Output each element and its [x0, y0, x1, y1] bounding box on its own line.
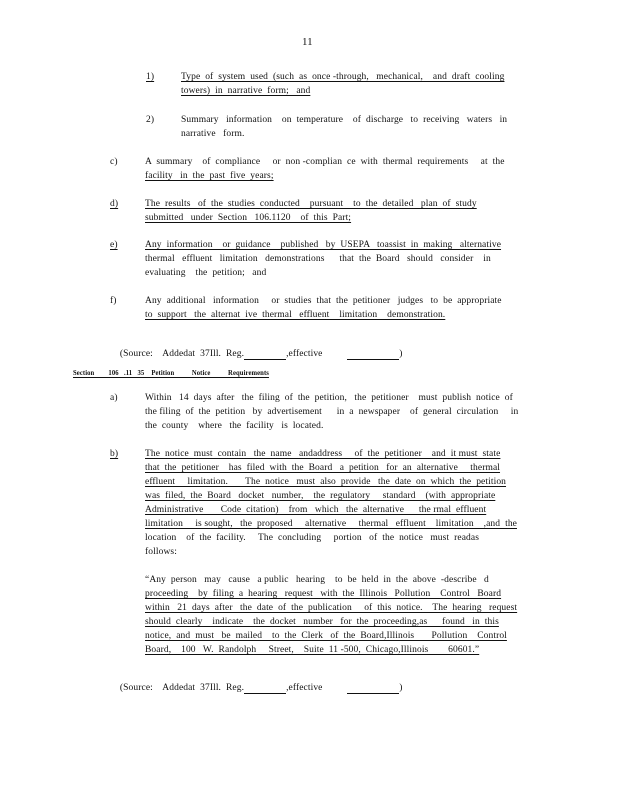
quote-line: within 21 days after the date of the publication of this notice. The hearing request [145, 603, 518, 613]
quote-line: Board, 100 W. Randolph Street, Suite 11 -500, Chicago,Illinois 60601.” [145, 645, 480, 655]
source-text: Addedat 37Ill. Reg. [162, 683, 245, 693]
item-text-line: facility in the past five years; [145, 171, 274, 181]
item-text-line: that the petitioner has filed with the Board a petition for an alternative thermal [145, 463, 501, 473]
effective-label: ,effective [286, 683, 323, 693]
item-text-line: narrative form. [181, 129, 245, 139]
source-close: ) [399, 349, 403, 359]
source-label: (Source: [119, 349, 153, 359]
effective-blank [347, 684, 399, 694]
page-number: 11 [302, 36, 313, 48]
item-text-line: Within 14 days after the filing of the petition, the petitioner must publish notice of [145, 393, 513, 403]
quote-line: “Any person may cause a public hearing to be held in the above -describe d [145, 575, 489, 585]
item-text-line: evaluating the petition; and [145, 268, 267, 278]
item-text-line: the filing of the petition by advertisement in a newspaper of general circulation in [145, 407, 519, 417]
item-label: 2) [146, 115, 155, 125]
item-text-line: to support the alternat ive thermal effluent limitation demonstration. [145, 310, 446, 320]
effective-blank [347, 350, 399, 360]
item-text-line: Summary information on temperature of discharge to receiving waters in [181, 115, 508, 125]
item-text-line: limitation is sought, the proposed alternative thermal effluent limitation ,and the [145, 519, 517, 529]
quote-line: proceeding by filing a hearing request with the Illinois Pollution Control Board [145, 589, 502, 599]
item-text-line: location of the facility. The concluding portion of the notice must readas [145, 533, 480, 543]
item-text-line: Any information or guidance published by USEPA toassist in making alternative [145, 240, 502, 250]
item-label: a) [110, 393, 118, 403]
item-text-line: The notice must contain the name andaddress of the petitioner and it must state [145, 449, 501, 459]
item-label: 1) [146, 72, 155, 82]
item-text-line: submitted under Section 106.1120 of this Part; [145, 213, 352, 223]
source-note [110, 672, 403, 705]
section-heading: Section 106 .11 35 Petition Notice Requirements [73, 369, 269, 377]
item-text-line: A summary of compliance or non -complian ce with thermal requirements at the [145, 157, 505, 167]
item-text-line: Administrative Code citation) from which the alternative the rmal effluent [145, 505, 487, 515]
item-text-line: Type of system used (such as once -through, mechanical, and draft cooling [181, 72, 505, 82]
item-text-line: effluent limitation. The notice must also provide the date on which the petition [145, 477, 507, 487]
item-label: d) [110, 199, 119, 209]
item-text-line: The results of the studies conducted pursuant to the detailed plan of study [145, 199, 477, 209]
quote-line: notice, and must be mailed to the Clerk of the Board,Illinois Pollution Control [145, 631, 507, 641]
reg-blank [244, 350, 286, 360]
item-label: c) [110, 157, 118, 167]
item-label: b) [110, 449, 119, 459]
item-text-line: follows: [145, 547, 177, 557]
source-label: (Source: [119, 683, 153, 693]
quote-line: should clearly indicate the docket number for the proceeding,as found in this [145, 617, 499, 627]
effective-label: ,effective [286, 349, 323, 359]
item-label: e) [110, 240, 118, 250]
item-label: f) [110, 296, 117, 306]
source-note [110, 338, 403, 371]
item-text-line: Any additional information or studies that the petitioner judges to be appropriate [145, 296, 502, 306]
item-text-line: the county where the facility is located. [145, 421, 324, 431]
item-text-line: towers) in narrative form; and [181, 86, 311, 96]
item-text-line: was filed, the Board docket number, the regulatory standard (with appropriate [145, 491, 496, 501]
source-text: Addedat 37Ill. Reg. [162, 349, 245, 359]
source-close: ) [399, 683, 403, 693]
item-text-line: thermal effluent limitation demonstrations that the Board should consider in [145, 254, 491, 264]
reg-blank [244, 684, 286, 694]
